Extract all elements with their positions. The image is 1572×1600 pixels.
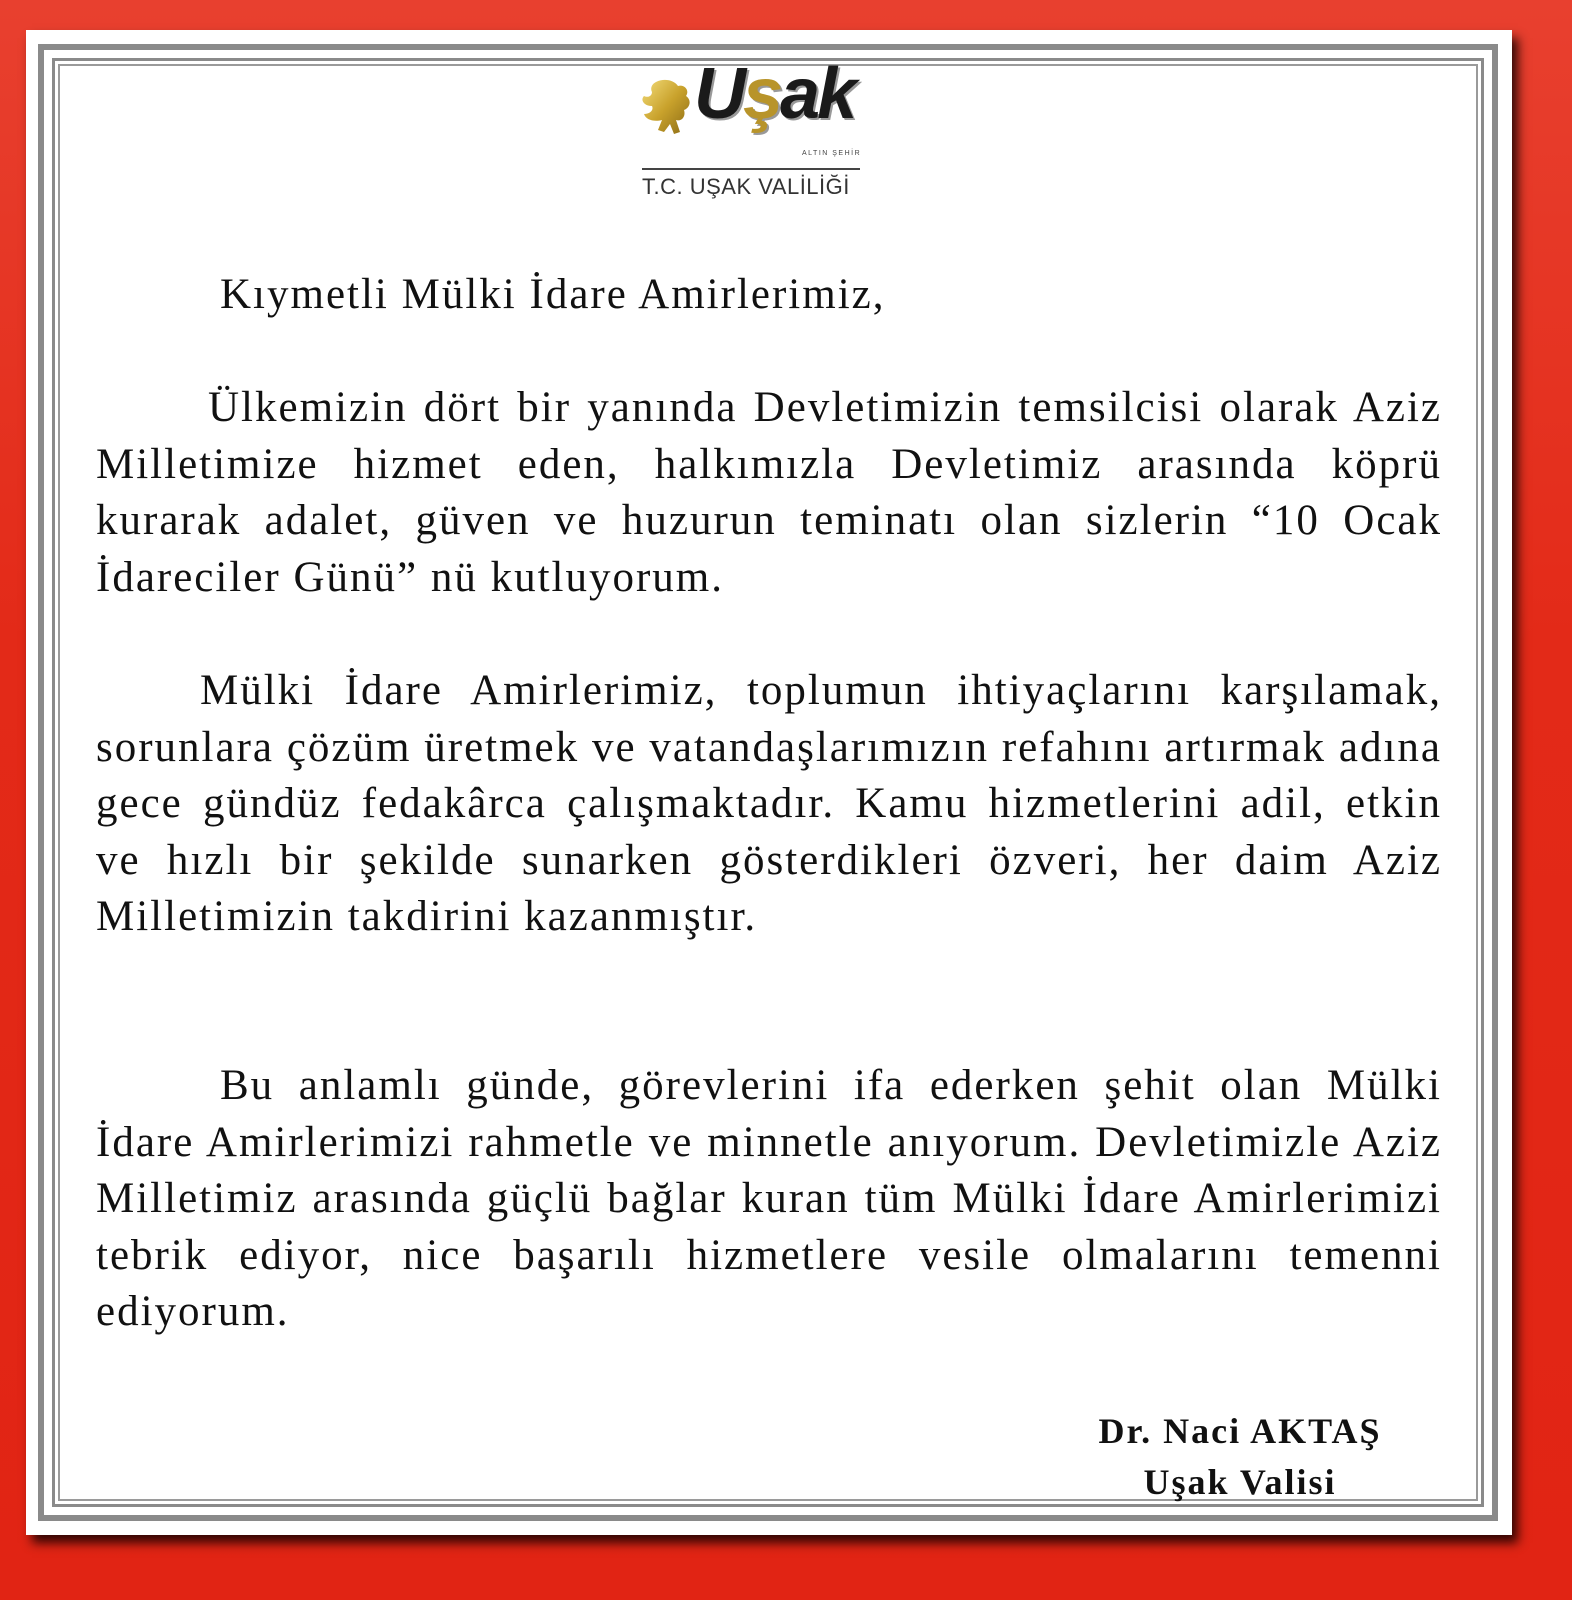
logo-divider bbox=[642, 168, 860, 170]
logo-institution-name: T.C. UŞAK VALİLİĞİ bbox=[642, 174, 850, 199]
letter-salutation: Kıymetli Mülki İdare Amirlerimiz, bbox=[220, 271, 886, 318]
logo-tagline: ALTIN ŞEHİR bbox=[802, 150, 862, 157]
lion-emblem-icon bbox=[636, 76, 698, 138]
letter-signature bbox=[1040, 1406, 1440, 1508]
logo-wordmark: Uşak bbox=[694, 54, 855, 134]
letter-paragraph-3: Bu anlamlı günde, görevlerini ifa ederken şehit olan Mülki İdare Amirlerimizi rahmetle ve minnetle anıyorum. Devletimizle Aziz Milletimiz arasında güçlü bağlar kuran tüm Mülki İdare Amirlerimizi tebrik ediyor, nice başarılı hizmetlere vesile olmalarını temenni ediyorum. bbox=[96, 1062, 1442, 1335]
signatory-name: Dr. Naci AKTAŞ bbox=[1098, 1411, 1382, 1451]
usak-governorship-logo bbox=[636, 50, 866, 200]
signatory-title: Uşak Valisi bbox=[1143, 1462, 1337, 1502]
letter-paragraph-1: Ülkemizin dört bir yanında Devletimizin temsilcisi olarak Aziz Milletimize hizmet eden, halkımızla Devletimiz arasında köprü kurarak adalet, güven ve huzurun teminatı olan sizlerin “10 Ocak İdareciler Günü” nü kutluyorum. bbox=[96, 384, 1442, 601]
letter-paragraph-2: Mülki İdare Amirlerimiz, toplumun ihtiyaçlarını karşılamak, sorunlara çözüm üretmek ve vatandaşlarımızın refahını artırmak adına gece gündüz fedakârca çalışmaktadır. Kamu hizmetlerini adil, etkin ve hızlı bir şekilde sunarken gösterdikleri özveri, her daim Aziz Milletimizin takdirini kazanmıştır. bbox=[96, 667, 1442, 940]
